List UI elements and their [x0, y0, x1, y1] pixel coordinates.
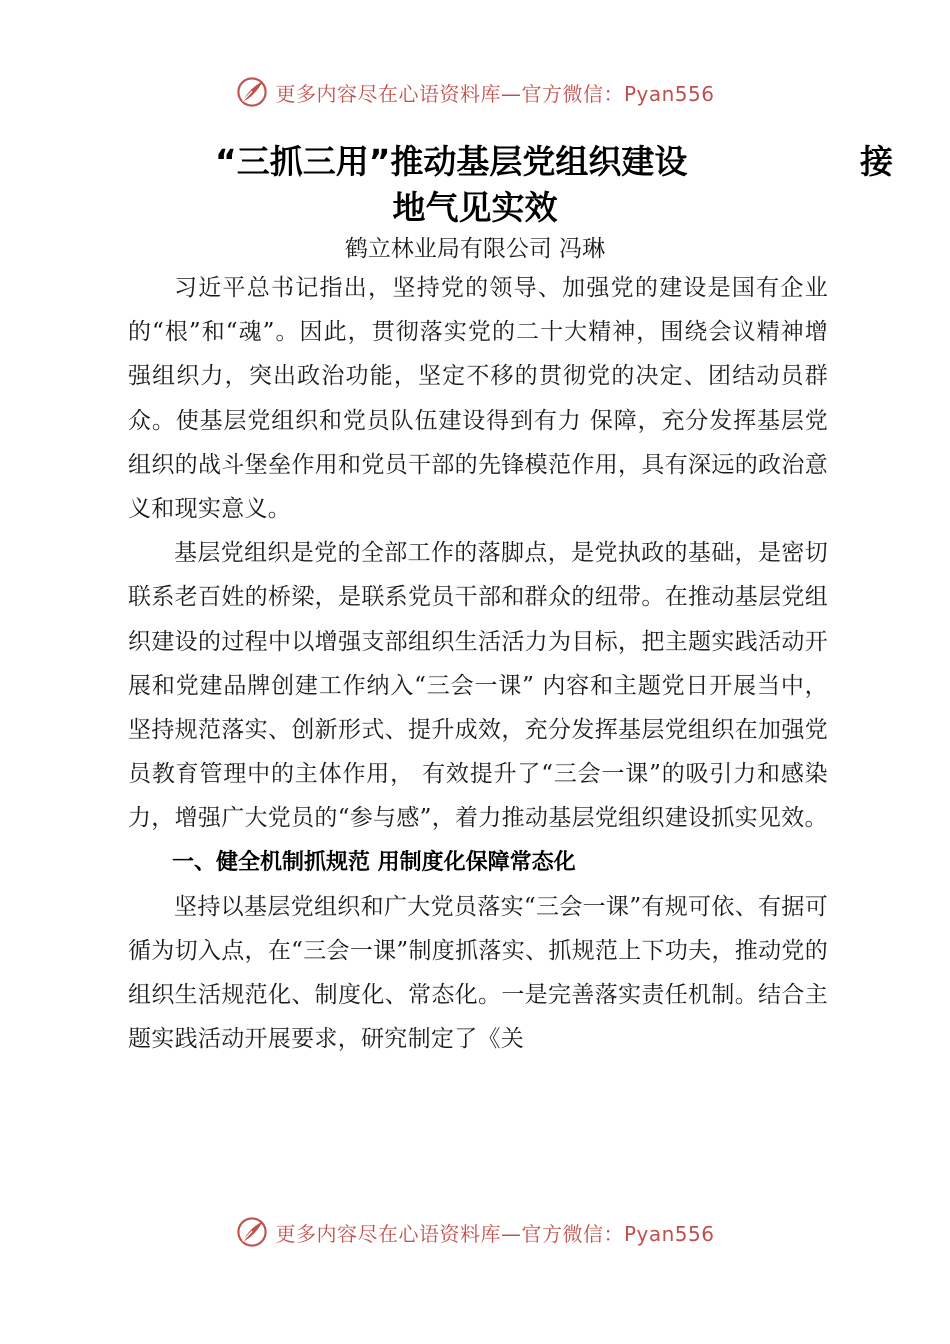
- document-title-line1-tail: 接: [860, 142, 893, 181]
- watermark-text: 更多内容尽在心语资料库—官方微信：Pyan556: [275, 81, 715, 106]
- document-body: [128, 266, 828, 1062]
- body-paragraph: 基层党组织是党的全部工作的落脚点，是党执政的基础，是密切联系老百姓的桥梁，是联系党员干部和群众的纽带。在推动基层党组织建设的过程中以增强支部组织生活活力为目标，把主题实践活动开展和党建品牌创建工作纳入“三会一课” 内容和主题党日开展当中，坚持规范落实、创新形式、提升成效，充分发挥基层党组织在加强党员教育管理中的主体作用， 有效提升了“三会一课”的吸引力和感染力，增强广大党员的“参与感”，着力推动基层党组织建设抓实见效。: [128, 540, 828, 832]
- section-heading: 一、健全机制抓规范 用制度化保障常态化: [172, 849, 576, 875]
- feather-pen-icon: [235, 75, 269, 109]
- watermark-footer: [0, 1212, 950, 1252]
- watermark-header: [0, 72, 950, 112]
- watermark-text: 更多内容尽在心语资料库—官方微信：Pyan556: [275, 1221, 715, 1246]
- feather-pen-icon: [235, 1215, 269, 1249]
- body-paragraph: 习近平总书记指出，坚持党的领导、加强党的建设是国有企业的“根”和“魂”。因此，贯彻落实党的二十大精神，围绕会议精神增强组织力，突出政治功能，坚定不移的贯彻党的决定、团结动员群众。使基层党组织和党员队伍建设得到有力 保障，充分发挥基层党组织的战斗堡垒作用和党员干部的先锋模范作用，具有深远的政治意义和现实意义。: [128, 275, 828, 523]
- document-title-line2: 地气见实效: [392, 188, 558, 227]
- document-title-line1: “三抓三用”推动基层党组织建设: [215, 142, 688, 181]
- section-paragraph: 坚持以基层党组织和广大党员落实“三会一课”有规可依、有据可循为切入点，在“三会一课”制度抓落实、抓规范上下功夫，推动党的组织生活规范化、制度化、常态化。一是完善落实责任机制。结合主题实践活动开展要求，研究制定了《关: [128, 893, 828, 1053]
- document-author: 鹤立林业局有限公司 冯琳: [344, 236, 606, 262]
